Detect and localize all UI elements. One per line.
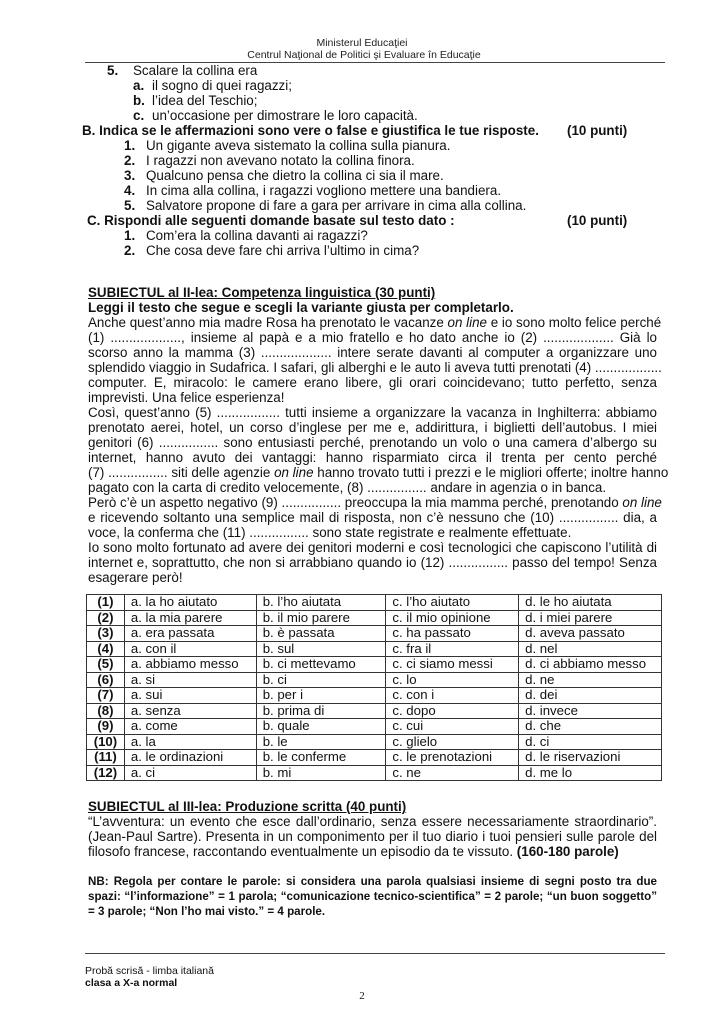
option-b: b. per i — [256, 688, 386, 704]
passage-line — [88, 480, 606, 495]
item-number: 1. — [124, 228, 136, 243]
section-c-title: C. Rispondi alle seguenti domande basate sul testo dato : — [87, 213, 455, 228]
option-a: a. la mia parere — [124, 610, 256, 626]
passage-text: splendido viaggio in Sudafrica. I safari, gli alberghi e le auto li aveva tutti prenotati (4) .................. — [88, 360, 662, 375]
option-a: a. si — [124, 672, 256, 688]
option-d: d. le riservazioni — [519, 750, 662, 766]
option-b: b. ci mettevamo — [256, 657, 386, 673]
item-number: 5. — [124, 198, 136, 213]
passage-text: imprevisti. Una felice esperienza! — [88, 390, 285, 405]
option-a: a. la ho aiutato — [124, 595, 256, 611]
subiect-2-instruction: Leggi il testo che segue e scegli la variante giusta per completarlo. — [88, 300, 514, 315]
table-row — [87, 595, 662, 611]
passage-text: Così, quest’anno (5) ................. tutti insieme a organizzare la vacanza in Inghilterra: abbiamo — [88, 405, 657, 420]
option-b: b. quale — [256, 719, 386, 735]
table-row — [87, 750, 662, 766]
question-number: 5. — [107, 63, 119, 78]
passage-line — [88, 420, 657, 435]
option-b: b. mi — [256, 765, 386, 781]
option-d: d. ne — [519, 672, 662, 688]
option-b: b. sul — [256, 641, 386, 657]
option-b: b. prima di — [256, 703, 386, 719]
section-b-points: (10 punti) — [567, 123, 628, 138]
blank-number: (12) — [87, 765, 125, 781]
passage-text: hanno trovato tutti i prezzi e le migliori offerte; inoltre hanno — [313, 465, 669, 480]
passage-line — [88, 465, 669, 480]
passage-line — [88, 570, 183, 585]
passage-text: esagerare però! — [88, 570, 183, 585]
option-c: c. lo — [386, 672, 519, 688]
passage-text: computer. E, miracolo: le camere erano libere, gli orari coincidevano; tutto perfetto, senza — [88, 375, 657, 390]
passage-line — [88, 555, 657, 570]
blank-number: (9) — [87, 719, 125, 735]
footer-divider — [85, 953, 665, 954]
header-center: Centrul Naţional de Politici şi Evaluare în Educaţie — [247, 49, 481, 61]
passage-italic: on line — [622, 495, 662, 510]
option-d: d. nel — [519, 641, 662, 657]
passage-line — [88, 330, 657, 345]
section-b-title: B. Indica se le affermazioni sono vere o false e giustifica le tue risposte. — [82, 123, 539, 138]
option-b: b. le — [256, 734, 386, 750]
passage-text: genitori (6) ................ sono entusiasti perché, prenotando un volo o una camera d’albergo su — [88, 435, 657, 450]
option-c: c. cui — [386, 719, 519, 735]
nb-text: Regola per contare le parole: si considera una parola qualsiasi insieme di segni posto tra due spazi: “l’informazione” = 1 parola; “comunicazione tecnico-scientifica” = 2 parole; “un buon soggetto” = 3 parole; “Non l’ho mai visto.” = 4 parole. — [88, 875, 657, 918]
option-a: a. con il — [124, 641, 256, 657]
prompt-line — [88, 844, 619, 859]
option-c: c. fra il — [386, 641, 519, 657]
table-row — [87, 703, 662, 719]
option-d: d. le ho aiutata — [519, 595, 662, 611]
passage-text: (1) ..................., insieme al papà e a mio fratello e ho dato anche io (2) ................... Già lo — [88, 330, 657, 345]
header-ministry: Ministerul Educaţiei — [316, 37, 408, 49]
passage-line — [88, 510, 657, 525]
item-number: 1. — [124, 138, 136, 153]
option-a: a. senza — [124, 703, 256, 719]
table-row — [87, 672, 662, 688]
subiect-3-title: SUBIECTUL al III-lea: Produzione scritta (40 punti) — [88, 799, 407, 814]
table-row — [87, 765, 662, 781]
blank-number: (11) — [87, 750, 125, 766]
blank-number: (3) — [87, 626, 125, 642]
option-d: d. che — [519, 719, 662, 735]
option-c: c. ne — [386, 765, 519, 781]
passage-line — [88, 405, 657, 420]
option-b: b. il mio parere — [256, 610, 386, 626]
passage-text: Io sono molto fortunato ad avere dei genitori moderni e così tecnologici che capiscono l’utilità di — [88, 540, 657, 555]
passage-line — [88, 495, 662, 510]
option-c: c. l’ho aiutato — [386, 595, 519, 611]
table-row — [87, 688, 662, 704]
table-row — [87, 657, 662, 673]
nb-label: NB: — [88, 875, 109, 888]
option-c: c. con i — [386, 688, 519, 704]
passage-text: internet, hanno avuto dei vantaggi: hanno risparmiato circa il trenta per cento perché — [88, 450, 657, 465]
option-c: c. ci siamo messi — [386, 657, 519, 673]
word-range: (160-180 parole) — [516, 844, 619, 859]
passage-text: scorso anno la mamma (3) ................... intere serate davanti al computer a organizzare uno — [88, 345, 657, 360]
option-letter: c. — [133, 108, 145, 123]
blank-number: (10) — [87, 734, 125, 750]
option-c: c. glielo — [386, 734, 519, 750]
option-letter: b. — [133, 93, 145, 108]
passage-line — [88, 360, 662, 375]
item-text: Qualcuno pensa che dietro la collina ci sia il mare. — [146, 168, 444, 183]
option-a: a. ci — [124, 765, 256, 781]
passage-italic: on line — [274, 465, 314, 480]
option-d: d. aveva passato — [519, 626, 662, 642]
table-row — [87, 610, 662, 626]
question-text: Scalare la collina era — [133, 63, 258, 78]
option-a: a. le ordinazioni — [124, 750, 256, 766]
option-text: un’occasione per dimostrare le loro capacità. — [152, 108, 418, 123]
option-b: b. è passata — [256, 626, 386, 642]
quote-line: “L’avventura: un evento che esce dall’ordinario, senza essere necessariamente straordinario”. — [88, 814, 657, 829]
option-c: c. le prenotazioni — [386, 750, 519, 766]
option-d: d. dei — [519, 688, 662, 704]
item-number: 2. — [124, 153, 136, 168]
passage-text: voce, la conferma che (11) ................ sono state registrate e realmente effettuate. — [88, 525, 572, 540]
footer-exam-name: Probă scrisă - limba italiană — [85, 965, 214, 977]
option-c: c. dopo — [386, 703, 519, 719]
option-a: a. sui — [124, 688, 256, 704]
options-table — [86, 594, 662, 781]
item-text: I ragazzi non avevano notato la collina finora. — [146, 153, 415, 168]
option-d: d. invece — [519, 703, 662, 719]
item-text: Com’era la collina davanti ai ragazzi? — [146, 228, 368, 243]
option-letter: a. — [133, 78, 145, 93]
option-text: il sogno di quei ragazzi; — [152, 78, 292, 93]
option-b: b. l’ho aiutata — [256, 595, 386, 611]
option-a: a. era passata — [124, 626, 256, 642]
option-d: d. ci abbiamo messo — [519, 657, 662, 673]
footer-class: clasa a X-a normal — [85, 977, 178, 989]
option-text: l’idea del Teschio; — [152, 93, 258, 108]
passage-italic: on line — [447, 315, 488, 330]
blank-number: (4) — [87, 641, 125, 657]
item-text: Salvatore propone di fare a gara per arrivare in cima alla collina. — [146, 198, 527, 213]
passage-line — [88, 525, 571, 540]
option-c: c. il mio opinione — [386, 610, 519, 626]
passage-text: internet e, soprattutto, che non si arrabbiano quando io (12) ................ passo del tempo! Senza — [88, 555, 657, 570]
item-text: Un gigante aveva sistemato la collina sulla pianura. — [146, 138, 451, 153]
table-row — [87, 641, 662, 657]
item-text: In cima alla collina, i ragazzi vogliono mettere una bandiera. — [146, 183, 502, 198]
section-c-points: (10 punti) — [567, 213, 628, 228]
passage-text: Anche quest’anno mia madre Rosa ha prenotato le vacanze — [88, 315, 448, 330]
blank-number: (2) — [87, 610, 125, 626]
passage-text: prenotato aerei, hotel, un corso d’inglese per me e, addirittura, i biglietti dell’autobus. I miei — [88, 420, 657, 435]
passage-line — [88, 345, 657, 360]
item-number: 2. — [124, 243, 136, 258]
blank-number: (1) — [87, 595, 125, 611]
passage-line — [88, 435, 657, 450]
option-d: d. ci — [519, 734, 662, 750]
passage-text: Però c’è un aspetto negativo (9) ................ preoccupa la mia mamma perché, prenotando — [88, 495, 623, 510]
passage-text: pagato con la carta di credito velocemente, (8) ................ andare in agenzia o in banca. — [88, 480, 607, 495]
passage-line — [88, 390, 284, 405]
option-a: a. abbiamo messo — [124, 657, 256, 673]
passage-line — [88, 315, 662, 330]
prompt-line: (Jean-Paul Sartre). Presenta in un componimento per il tuo diario i tuoi pensieri sulle parole del — [88, 829, 657, 844]
passage-line — [88, 540, 657, 555]
nb-note — [88, 874, 657, 919]
blank-number: (7) — [87, 688, 125, 704]
option-d: d. i miei parere — [519, 610, 662, 626]
option-a: a. la — [124, 734, 256, 750]
blank-number: (8) — [87, 703, 125, 719]
item-number: 3. — [124, 168, 136, 183]
prompt-text: filosofo francese, raccontando eventualmente un episodio da te vissuto. — [88, 844, 517, 859]
option-b: b. le conferme — [256, 750, 386, 766]
option-b: b. ci — [256, 672, 386, 688]
passage-text: e io sono molto felice perché — [487, 315, 662, 330]
item-number: 4. — [124, 183, 136, 198]
subiect-2-title: SUBIECTUL al II-lea: Competenza linguistica (30 punti) — [88, 285, 436, 300]
passage-text: (7) ................ siti delle agenzie — [88, 465, 275, 480]
table-row — [87, 734, 662, 750]
passage-line — [88, 450, 657, 465]
page-number: 2 — [359, 990, 365, 1002]
passage-text: e ricevendo soltanto una semplice mail di risposta, non c’è nessuno che (10) ................ dia, a — [88, 510, 657, 525]
table-row — [87, 626, 662, 642]
table-row — [87, 719, 662, 735]
blank-number: (5) — [87, 657, 125, 673]
option-a: a. come — [124, 719, 256, 735]
option-d: d. me lo — [519, 765, 662, 781]
option-c: c. ha passato — [386, 626, 519, 642]
blank-number: (6) — [87, 672, 125, 688]
passage-line — [88, 375, 657, 390]
item-text: Che cosa deve fare chi arriva l’ultimo in cima? — [146, 243, 420, 258]
